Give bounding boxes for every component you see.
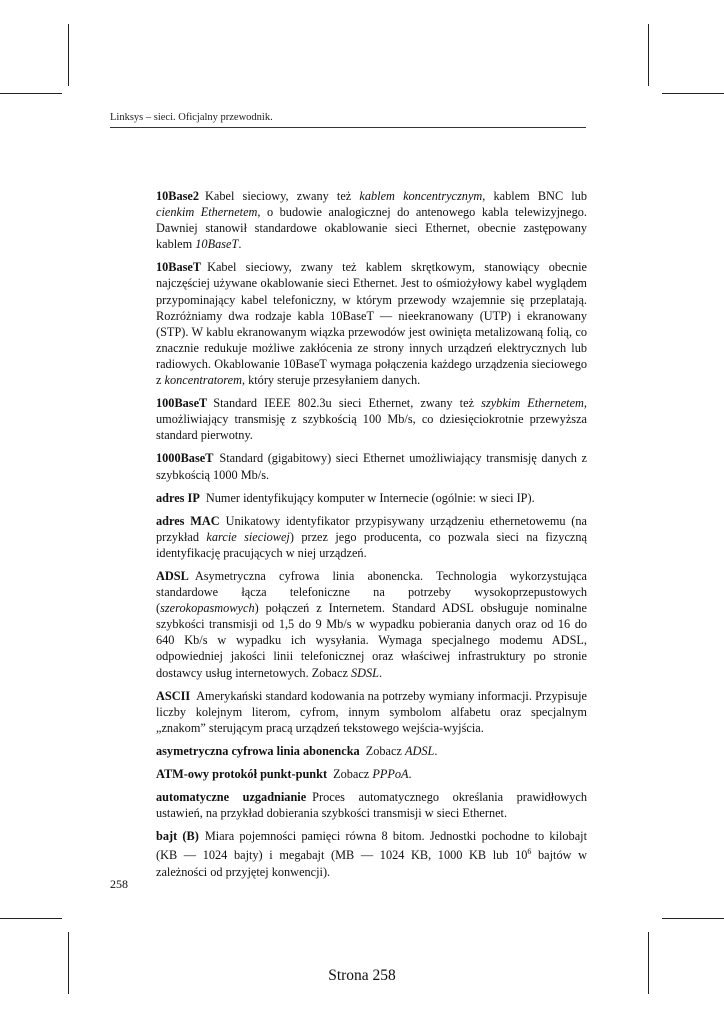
footer-page-label [0, 967, 724, 985]
glossary-term: 100BaseT [156, 396, 208, 411]
definition-text: Standard (gigabitowy) sieci Ethernet umożliwiający transmisję danych z szybkością 1000 Mb/s. [156, 451, 587, 482]
definition-text: Asymetryczna cyfrowa linia abonencka. Technologia wykorzystująca standardowe łącza telefoniczne na potrzeby wysokoprzepustowych ( [156, 568, 587, 616]
running-header: Linksys – sieci. Oficjalny przewodnik. [110, 112, 273, 123]
glossary-term: 10BaseT [156, 260, 202, 275]
glossary-entry [156, 828, 587, 879]
definition-italic-text: szybkim Ethernetem [481, 396, 584, 411]
definition-italic-text: szerokopasmowych [160, 601, 255, 616]
definition-text: Miara pojemności pamięci równa 8 bitom. Jednostki pochodne to kilobajt (KB — 1024 bajty) i megabajt (MB — 1024 KB, 1000 KB lub 10 [156, 829, 587, 863]
definition-text: Kabel sieciowy, zwany też kablem skrętkowym, stanowiący obecnie najczęściej używane okablowanie sieci Ethernet. Jest to ośmiożyłowy kabel wyglądem przypominający kabel telefoniczny, w którym przewody wzajemnie się przeplatają. Rozróżniamy dwa rodzaje kabla 10BaseT — nieekranowany (UTP) i ekranowany (STP). W kablu ekranowanym wiązka przewodów jest owinięta metalizowaną folią, co znacznie redukuje możliwe zakłócenia ze strony innych urządzeń elektrycznych lub radiowych. Okablowanie 10BaseT wymaga połączenia każdego urządzenia sieciowego z [156, 260, 587, 388]
glossary-entry [156, 766, 587, 782]
glossary-term: 10Base2 [156, 189, 200, 203]
footer-number: 258 [372, 967, 396, 984]
definition-italic-text: SDSL [351, 665, 380, 680]
glossary-entry [156, 395, 587, 443]
glossary-term: bajt (B) [156, 829, 199, 844]
glossary-entries [156, 188, 587, 887]
definition-text: 6 [527, 847, 532, 857]
glossary-entry [156, 688, 587, 736]
glossary-term: adres IP [156, 490, 200, 505]
glossary-entry [156, 513, 587, 561]
glossary-entry [156, 450, 587, 482]
definition-text: Proces automatycznego określania prawidłowych ustawień, na przykład dobierania szybkości transmisji w sieci Ethernet. [156, 790, 588, 821]
footer-label: Strona [328, 967, 369, 984]
glossary-entry [156, 259, 587, 388]
definition-text: . [434, 743, 438, 758]
glossary-term: ATM-owy protokół punkt-punkt [156, 767, 328, 781]
glossary-entry [156, 568, 587, 681]
glossary-entry [156, 188, 587, 252]
definition-text: Amerykański standard kodowania na potrzeby wymiany informacji. Przypisuje liczby kolejnym literom, cyfrom, innym symbolom alfabetu oraz specjalnym „znakom” sterującym pracą urządzeń tekstowego wejścia-wyjścia. [156, 688, 587, 735]
page-number: 258 [110, 877, 128, 891]
definition-text: bajtów w zależności od przyjętej konwencji). [156, 848, 587, 879]
definition-italic-text: ADSL [404, 743, 435, 758]
crop-mark [648, 24, 649, 86]
glossary-term: ASCII [156, 688, 191, 703]
definition-italic-text: cienkim Ethernetem [156, 205, 258, 220]
definition-italic-text: PPPoA [372, 767, 409, 781]
definition-text: , o budowie analogicznej do antenowego kabla telewizyjnego. Dawniej stanowił standardowe okablowanie sieci Ethernet, obecnie zastępowany kablem [156, 205, 587, 252]
definition-text: Numer identyfikujący komputer w Internecie (ogólnie: w sieci IP). [205, 490, 535, 505]
glossary-term: automatyczne uzgadnianie [156, 790, 307, 805]
glossary-entry [156, 743, 587, 759]
definition-text: Unikatowy identyfikator przypisywany urządzeniu ethernetowemu (na przykład [156, 513, 587, 544]
definition-text: ) przez jego producenta, co pozwala sieci na fizyczną identyfikację pracujących w niej urządzeń. [156, 529, 587, 560]
crop-mark [0, 93, 62, 94]
definition-text: . [408, 767, 412, 781]
definition-text: , który steruje przesyłaniem danych. [241, 373, 421, 388]
crop-mark [0, 918, 62, 919]
definition-text: , kablem BNC lub [482, 189, 588, 203]
crop-mark [662, 918, 724, 919]
definition-italic-text: karcie sieciowej [206, 529, 290, 544]
definition-text: ) połączeń z Internetem. Standard ADSL obsługuje nominalne szybkości transmisji od 1,5 do 9 Mb/s w wypadku pobierania danych oraz od 16 do 640 Kb/s w wypadku ich wysyłania. Wymaga specjalnego modemu ADSL, odpowiedniej jakości linii telefonicznej oraz właściwej infrastruktury po stronie dostawcy usług internetowych. Zobacz [156, 601, 587, 680]
definition-text: Kabel sieciowy, zwany też [205, 189, 360, 203]
definition-text: Zobacz [365, 743, 405, 758]
definition-text: Standard IEEE 802.3u sieci Ethernet, zwany też [213, 396, 482, 411]
crop-mark [68, 24, 69, 86]
header-rule [110, 127, 586, 128]
definition-italic-text: 10BaseT [195, 237, 239, 252]
definition-text: Zobacz [333, 767, 373, 781]
glossary-entry [156, 789, 587, 821]
crop-mark [662, 93, 724, 94]
glossary-term: asymetryczna cyfrowa linia abonencka [156, 743, 360, 758]
definition-italic-text: koncentratorem [164, 373, 242, 388]
definition-text: , umożliwiający transmisję z szybkością 100 Mb/s, co dziesięciokrotnie przewyższa standard pierwotny. [156, 396, 587, 443]
glossary-term: ADSL [156, 568, 189, 583]
definition-italic-text: kablem koncentrycznym [359, 189, 483, 203]
glossary-term: 1000BaseT [156, 451, 214, 466]
definition-text: . [379, 665, 383, 680]
glossary-term: adres MAC [156, 513, 220, 528]
glossary-entry [156, 490, 587, 506]
definition-text: . [238, 237, 242, 252]
